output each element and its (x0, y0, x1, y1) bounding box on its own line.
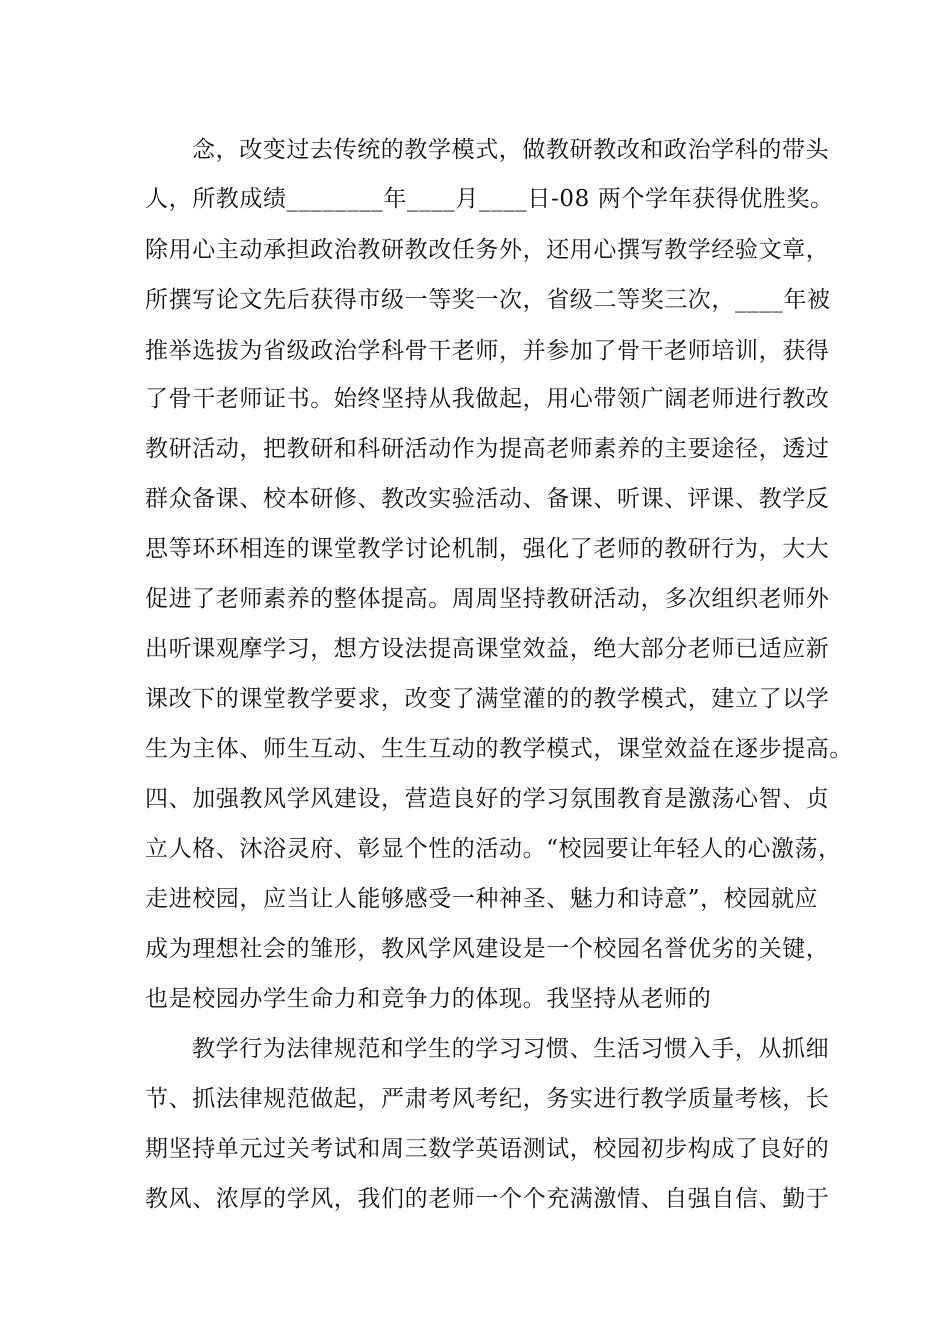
text-line-13: 生为主体、师生互动、生生互动的教学模式，课堂效益在逐步提高。 (145, 736, 853, 762)
text-line-3: 除用心主动承担政治教研教改任务外，还用心撰写教学经验文章， (145, 237, 830, 263)
text-line-21: 期坚持单元过关考试和周三数学英语测试，校园初步构成了良好的 (145, 1136, 830, 1162)
text-line-16: 走进校园，应当让人能够感受一种神圣、魅力和诗意”，校园就应 (145, 886, 819, 912)
text-line-2: 人，所教成绩________年____月____日-08 两个学年获得优胜奖。 (145, 186, 834, 212)
text-line-12: 课改下的课堂教学要求，改变了满堂灌的的教学模式，建立了以学 (145, 686, 830, 712)
text-line-8: 群众备课、校本研修、教改实验活动、备课、听课、评课、教学反 (145, 486, 830, 512)
text-line-1: 念，改变过去传统的教学模式，做教研教改和政治学科的带头 (192, 137, 830, 163)
text-line-6: 了骨干老师证书。始终坚持从我做起，用心带领广阔老师进行教改 (145, 386, 830, 412)
text-line-18: 也是校园办学生命力和竞争力的体现。我坚持从老师的 (145, 986, 712, 1012)
text-line-11: 出听课观摩学习，想方设法提高课堂效益，绝大部分老师已适应新 (145, 636, 830, 662)
text-line-20: 节、抓法律规范做起，严肃考风考纪，务实进行教学质量考核，长 (145, 1086, 830, 1112)
text-line-19: 教学行为法律规范和学生的学习习惯、生活习惯入手，从抓细 (192, 1036, 830, 1062)
text-line-14: 四、加强教风学风建设，营造良好的学习氛围教育是激荡心智、贞 (145, 786, 830, 812)
text-line-4: 所撰写论文先后获得市级一等奖一次，省级二等奖三次，____年被 (145, 287, 831, 313)
text-line-7: 教研活动，把教研和科研活动作为提高老师素养的主要途径，透过 (145, 436, 830, 462)
text-line-15: 立人格、沐浴灵府、彰显个性的活动。“校园要让年轻人的心激荡， (145, 836, 842, 862)
text-line-17: 成为理想社会的雏形，教风学风建设是一个校园名誉优劣的关键， (145, 936, 830, 962)
text-line-9: 思等环环相连的课堂教学讨论机制，强化了老师的教研行为，大大 (145, 536, 830, 562)
text-line-10: 促进了老师素养的整体提高。周周坚持教研活动，多次组织老师外 (145, 586, 830, 612)
text-line-22: 教风、浓厚的学风，我们的老师一个个充满激情、自强自信、勤于 (145, 1186, 830, 1212)
text-line-5: 推举选拔为省级政治学科骨干老师，并参加了骨干老师培训，获得 (145, 338, 830, 364)
